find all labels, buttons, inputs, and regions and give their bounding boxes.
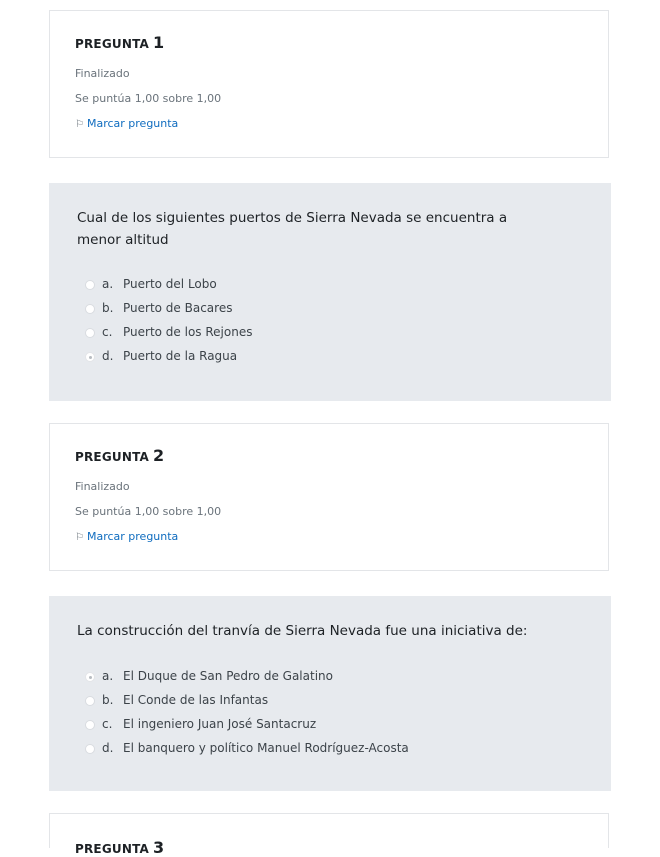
- answer-option-a[interactable]: a. El Duque de San Pedro de Galatino: [85, 668, 505, 688]
- question-number: PREGUNTA 2: [75, 446, 165, 465]
- radio-button[interactable]: [85, 304, 95, 314]
- question-number: PREGUNTA 3: [75, 838, 165, 857]
- flag-question-link[interactable]: ⚐ Marcar pregunta: [75, 117, 179, 130]
- radio-button-selected[interactable]: [85, 352, 95, 362]
- question-1-info: [49, 10, 609, 158]
- answer-option-b[interactable]: b. El Conde de las Infantas: [85, 692, 505, 712]
- question-text: La construcción del tranvía de Sierra Nevada fue una iniciativa de:: [77, 623, 528, 639]
- question-grade: Se puntúa 1,00 sobre 1,00: [75, 92, 222, 105]
- radio-button-selected[interactable]: [85, 672, 95, 682]
- radio-button[interactable]: [85, 696, 95, 706]
- question-1-content: [49, 183, 611, 401]
- question-grade: Se puntúa 1,00 sobre 1,00: [75, 505, 222, 518]
- answer-option-d[interactable]: d. El banquero y político Manuel Rodríguez-Acosta: [85, 740, 505, 760]
- answer-option-a[interactable]: a. Puerto del Lobo: [85, 276, 505, 296]
- radio-button[interactable]: [85, 280, 95, 290]
- question-state: Finalizado: [75, 67, 130, 80]
- question-2-info: [49, 423, 609, 571]
- answer-option-b[interactable]: b. Puerto de Bacares: [85, 300, 505, 320]
- flag-icon: ⚐: [75, 119, 84, 130]
- radio-button[interactable]: [85, 720, 95, 730]
- radio-button[interactable]: [85, 744, 95, 754]
- answer-option-d[interactable]: d. Puerto de la Ragua: [85, 348, 505, 368]
- flag-question-link[interactable]: ⚐ Marcar pregunta: [75, 530, 179, 543]
- question-number: PREGUNTA 1: [75, 33, 165, 52]
- question-3-info: [49, 813, 609, 857]
- question-text: Cual de los siguientes puertos de Sierra Nevada se encuentra a menor altitud: [77, 210, 508, 248]
- answer-option-c[interactable]: c. Puerto de los Rejones: [85, 324, 505, 344]
- flag-icon: ⚐: [75, 532, 84, 543]
- question-2-content: [49, 596, 611, 791]
- radio-button[interactable]: [85, 328, 95, 338]
- question-state: Finalizado: [75, 480, 130, 493]
- answer-option-c[interactable]: c. El ingeniero Juan José Santacruz: [85, 716, 505, 736]
